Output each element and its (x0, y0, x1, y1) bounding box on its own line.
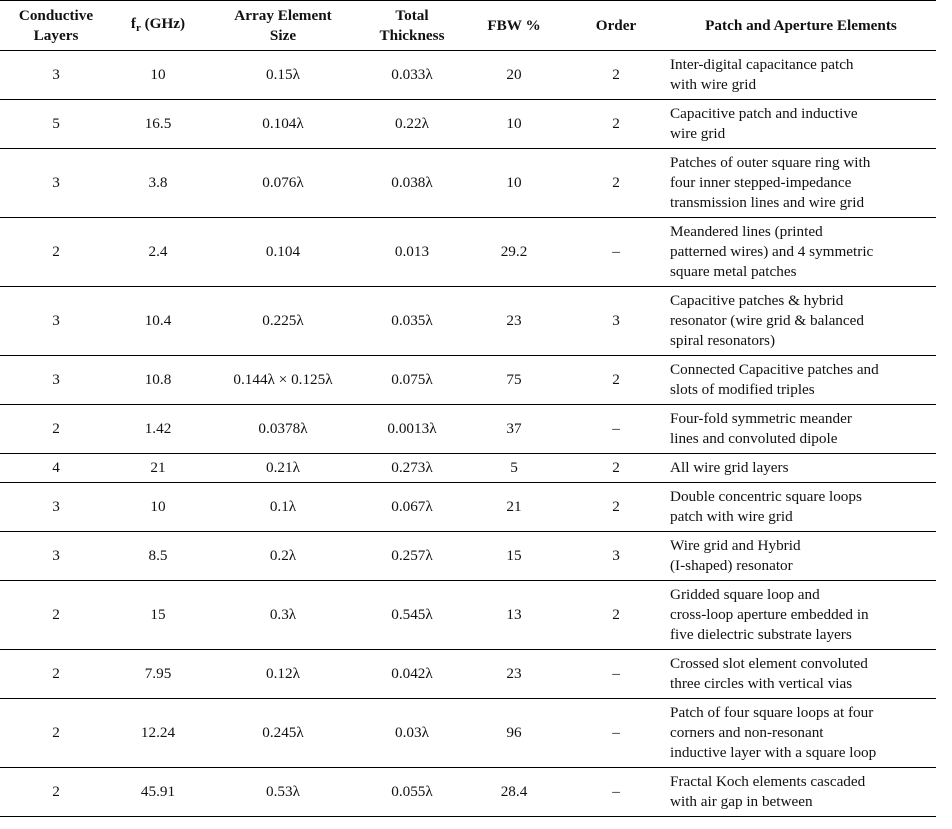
cell-conductive-layers: 2 (0, 218, 112, 287)
cell-fbw: 21 (462, 483, 566, 532)
cell-total-thickness: 0.03λ (362, 699, 462, 768)
cell-description-line: (I-shaped) resonator (670, 557, 793, 574)
cell-description-line: Patches of outer square ring with (670, 154, 871, 171)
cell-patch-aperture-elements (666, 581, 936, 650)
cell-description-line: All wire grid layers (670, 459, 789, 476)
cell-patch-aperture-elements (666, 483, 936, 532)
cell-fr: 1.42 (112, 405, 204, 454)
cell-total-thickness: 0.033λ (362, 51, 462, 100)
cell-array-element-size: 0.076λ (204, 149, 362, 218)
header-fr-subscript: r (135, 21, 141, 34)
cell-order: – (566, 768, 666, 817)
cell-description-line: Capacitive patches & hybrid (670, 292, 844, 309)
cell-description-line: Wire grid and Hybrid (670, 537, 801, 554)
table-row (0, 51, 936, 100)
table-body (0, 51, 936, 817)
cell-description-line: with wire grid (670, 76, 757, 93)
cell-conductive-layers: 2 (0, 405, 112, 454)
cell-description-line: Gridded square loop and (670, 586, 820, 603)
cell-fr: 21 (112, 454, 204, 483)
cell-patch-aperture-elements (666, 699, 936, 768)
cell-description-line: Capacitive patch and inductive (670, 105, 858, 122)
cell-description-line: Four-fold symmetric meander (670, 410, 852, 427)
header-conductive-layers-line2: Layers (33, 26, 79, 44)
cell-conductive-layers: 3 (0, 483, 112, 532)
header-array-element-size-line2: Size (269, 26, 297, 44)
header-patch-aperture-elements: Patch and Aperture Elements (666, 1, 936, 51)
cell-conductive-layers: 2 (0, 768, 112, 817)
header-row (0, 1, 936, 51)
cell-patch-aperture-elements (666, 149, 936, 218)
cell-description-line: three circles with vertical vias (670, 675, 853, 692)
cell-patch-aperture-elements (666, 532, 936, 581)
cell-description-line: five dielectric substrate layers (670, 626, 852, 643)
cell-fr: 12.24 (112, 699, 204, 768)
cell-total-thickness: 0.22λ (362, 100, 462, 149)
cell-total-thickness: 0.035λ (362, 287, 462, 356)
cell-fbw: 96 (462, 699, 566, 768)
cell-order: 2 (566, 100, 666, 149)
cell-patch-aperture-elements (666, 405, 936, 454)
cell-order: 2 (566, 356, 666, 405)
cell-description-line: Crossed slot element convoluted (670, 655, 868, 672)
cell-fbw: 15 (462, 532, 566, 581)
cell-order: – (566, 650, 666, 699)
cell-conductive-layers: 2 (0, 699, 112, 768)
cell-patch-aperture-elements (666, 768, 936, 817)
cell-array-element-size: 0.245λ (204, 699, 362, 768)
cell-description-line: patterned wires) and 4 symmetric (670, 243, 874, 260)
cell-order: 3 (566, 532, 666, 581)
cell-conductive-layers: 3 (0, 287, 112, 356)
table-row (0, 532, 936, 581)
cell-fbw: 20 (462, 51, 566, 100)
cell-fr: 45.91 (112, 768, 204, 817)
cell-conductive-layers: 3 (0, 532, 112, 581)
cell-conductive-layers: 5 (0, 100, 112, 149)
header-order: Order (566, 1, 666, 51)
cell-order: 2 (566, 581, 666, 650)
header-conductive-layers-line1: Conductive (18, 6, 94, 24)
cell-total-thickness: 0.545λ (362, 581, 462, 650)
cell-description-line: resonator (wire grid & balanced (670, 312, 864, 329)
cell-fr: 2.4 (112, 218, 204, 287)
cell-fbw: 23 (462, 650, 566, 699)
cell-fr: 8.5 (112, 532, 204, 581)
cell-description-line: Fractal Koch elements cascaded (670, 773, 866, 790)
cell-total-thickness: 0.273λ (362, 454, 462, 483)
header-total-thickness (362, 1, 462, 51)
table-row (0, 454, 936, 483)
cell-conductive-layers: 2 (0, 581, 112, 650)
cell-description-line: inductive layer with a square loop (670, 744, 877, 761)
header-array-element-size-line1: Array Element (234, 6, 332, 24)
cell-conductive-layers: 3 (0, 356, 112, 405)
table-row (0, 100, 936, 149)
table-row (0, 287, 936, 356)
cell-patch-aperture-elements (666, 356, 936, 405)
cell-fbw: 28.4 (462, 768, 566, 817)
cell-array-element-size: 0.1λ (204, 483, 362, 532)
cell-description-line: with air gap in between (670, 793, 813, 810)
cell-description-line: four inner stepped-impedance (670, 174, 852, 191)
cell-conductive-layers: 2 (0, 650, 112, 699)
cell-description-line: Patch of four square loops at four (670, 704, 874, 721)
cell-patch-aperture-elements (666, 454, 936, 483)
cell-fr: 10 (112, 51, 204, 100)
table-row (0, 483, 936, 532)
cell-total-thickness: 0.0013λ (362, 405, 462, 454)
cell-fr: 3.8 (112, 149, 204, 218)
cell-array-element-size: 0.21λ (204, 454, 362, 483)
cell-conductive-layers: 4 (0, 454, 112, 483)
cell-order: – (566, 699, 666, 768)
cell-array-element-size: 0.144λ × 0.125λ (204, 356, 362, 405)
cell-array-element-size: 0.104 (204, 218, 362, 287)
cell-description-line: square metal patches (670, 263, 797, 280)
cell-total-thickness: 0.013 (362, 218, 462, 287)
cell-total-thickness: 0.257λ (362, 532, 462, 581)
header-total-thickness-line2: Thickness (379, 26, 445, 44)
table-header (0, 1, 936, 51)
header-array-element-size (204, 1, 362, 51)
cell-conductive-layers: 3 (0, 51, 112, 100)
cell-fbw: 23 (462, 287, 566, 356)
cell-fr: 7.95 (112, 650, 204, 699)
cell-description-line: lines and convoluted dipole (670, 430, 838, 447)
cell-fbw: 75 (462, 356, 566, 405)
cell-patch-aperture-elements (666, 218, 936, 287)
cell-total-thickness: 0.055λ (362, 768, 462, 817)
cell-description-line: cross-loop aperture embedded in (670, 606, 869, 623)
cell-total-thickness: 0.075λ (362, 356, 462, 405)
table-row (0, 218, 936, 287)
header-total-thickness-line1: Total (395, 6, 429, 24)
cell-order: 2 (566, 51, 666, 100)
cell-fr: 10 (112, 483, 204, 532)
header-fr-base: f (130, 14, 136, 32)
table-row (0, 581, 936, 650)
cell-order: 2 (566, 149, 666, 218)
cell-fr: 10.8 (112, 356, 204, 405)
cell-order: – (566, 218, 666, 287)
cell-fbw: 29.2 (462, 218, 566, 287)
cell-description-line: Connected Capacitive patches and (670, 361, 879, 378)
table-row (0, 650, 936, 699)
cell-fbw: 10 (462, 149, 566, 218)
cell-order: 2 (566, 483, 666, 532)
table-row (0, 356, 936, 405)
cell-array-element-size: 0.104λ (204, 100, 362, 149)
header-conductive-layers (0, 1, 112, 51)
cell-array-element-size: 0.2λ (204, 532, 362, 581)
header-fbw: FBW % (462, 1, 566, 51)
cell-order: – (566, 405, 666, 454)
cell-fbw: 37 (462, 405, 566, 454)
cell-description-line: wire grid (670, 125, 726, 142)
cell-description-line: corners and non-resonant (670, 724, 824, 741)
cell-fbw: 5 (462, 454, 566, 483)
header-fr-unit: (GHz) (140, 14, 186, 32)
cell-fbw: 10 (462, 100, 566, 149)
cell-array-element-size: 0.0378λ (204, 405, 362, 454)
cell-fr: 10.4 (112, 287, 204, 356)
cell-patch-aperture-elements (666, 51, 936, 100)
cell-order: 3 (566, 287, 666, 356)
table-row (0, 149, 936, 218)
table-row (0, 405, 936, 454)
cell-description-line: Inter-digital capacitance patch (670, 56, 854, 73)
cell-fbw: 13 (462, 581, 566, 650)
cell-description-line: transmission lines and wire grid (670, 194, 865, 211)
cell-fr: 15 (112, 581, 204, 650)
cell-description-line: Meandered lines (printed (670, 223, 823, 240)
cell-description-line: patch with wire grid (670, 508, 793, 525)
cell-patch-aperture-elements (666, 287, 936, 356)
cell-description-line: spiral resonators) (670, 332, 776, 349)
cell-total-thickness: 0.067λ (362, 483, 462, 532)
cell-description-line: slots of modified triples (670, 381, 815, 398)
cell-patch-aperture-elements (666, 100, 936, 149)
cell-array-element-size: 0.53λ (204, 768, 362, 817)
cell-array-element-size: 0.12λ (204, 650, 362, 699)
cell-array-element-size: 0.15λ (204, 51, 362, 100)
cell-order: 2 (566, 454, 666, 483)
table-row (0, 768, 936, 817)
cell-array-element-size: 0.225λ (204, 287, 362, 356)
header-fr (112, 1, 204, 51)
cell-total-thickness: 0.038λ (362, 149, 462, 218)
cell-conductive-layers: 3 (0, 149, 112, 218)
cell-description-line: Double concentric square loops (670, 488, 862, 505)
cell-fr: 16.5 (112, 100, 204, 149)
cell-patch-aperture-elements (666, 650, 936, 699)
cell-total-thickness: 0.042λ (362, 650, 462, 699)
table-row (0, 699, 936, 768)
cell-array-element-size: 0.3λ (204, 581, 362, 650)
